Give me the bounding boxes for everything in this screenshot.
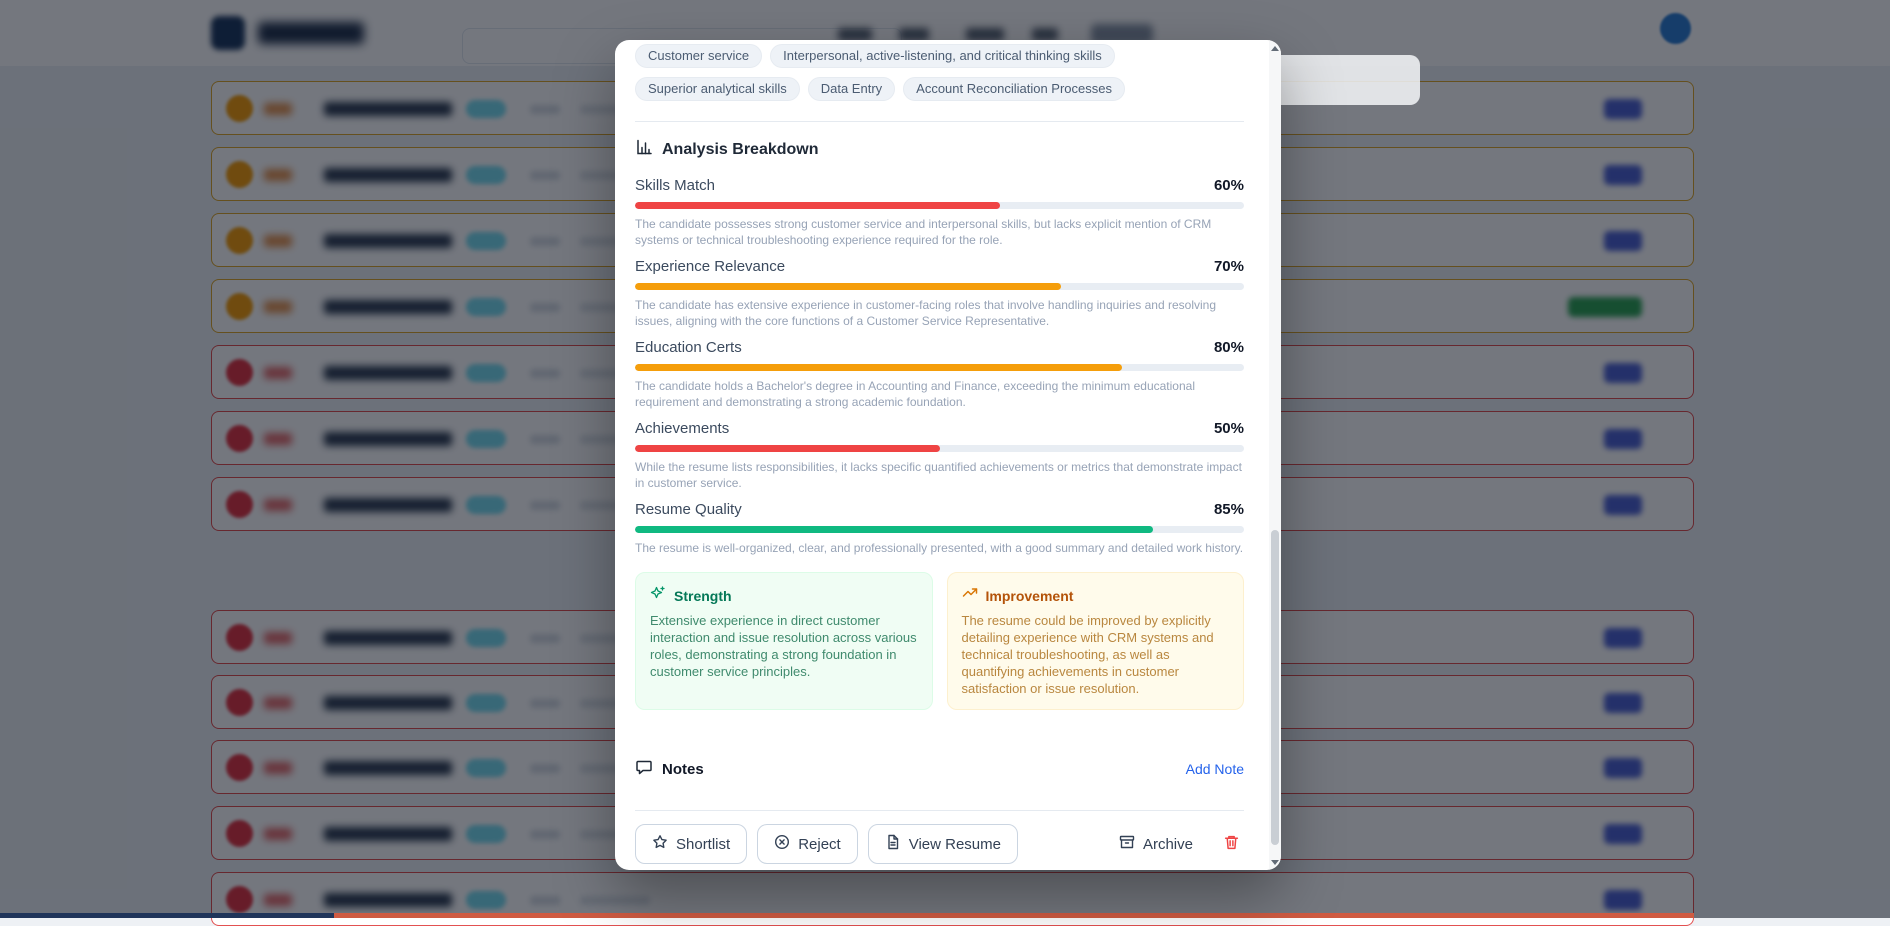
skill-tag: Superior analytical skills [635,77,800,101]
metric-label: Resume Quality [635,501,742,518]
skill-tags [635,44,1244,101]
archive-label: Archive [1143,836,1193,853]
skill-tag: Account Reconciliation Processes [903,77,1125,101]
metric-label: Achievements [635,420,729,437]
strength-text: Extensive experience in direct customer interaction and issue resolution across various roles, demonstrating a strong foundation in customer service principles. [650,612,918,680]
scrollbar-down-arrow[interactable] [1269,854,1281,870]
document-icon [885,834,901,854]
bar-chart-icon [635,138,653,161]
candidate-analysis-modal [615,40,1281,870]
divider [635,121,1244,122]
archive-button[interactable] [1113,824,1199,864]
analysis-breakdown-header [635,138,1244,161]
progress-fill [635,283,1061,290]
trending-up-icon [962,585,978,606]
divider [635,810,1244,811]
view-resume-button[interactable] [868,824,1018,864]
progress-track [635,364,1244,371]
metric-description: The resume is well-organized, clear, and professionally presented, with a good summary and detailed work history. [635,540,1244,556]
shortlist-button[interactable] [635,824,747,864]
progress-fill [635,202,1000,209]
strength-box [635,572,933,710]
metric-percent: 80% [1214,339,1244,356]
reject-label: Reject [798,836,841,853]
metrics-list [635,177,1244,556]
view-resume-label: View Resume [909,836,1001,853]
metric-description: The candidate holds a Bachelor's degree in Accounting and Finance, exceeding the minimum educational requirement and demonstrating a strong academic foundation. [635,378,1244,410]
progress-fill [635,364,1122,371]
metric-experience-relevance [635,258,1244,329]
metric-percent: 50% [1214,420,1244,437]
archive-box-icon [1119,834,1135,854]
reject-button[interactable] [757,824,858,864]
metric-education-certs [635,339,1244,410]
progress-track [635,283,1244,290]
chat-bubble-icon [635,758,653,781]
progress-track [635,202,1244,209]
bottom-row-border-fragment [334,913,1694,918]
metric-description: The candidate possesses strong customer service and interpersonal skills, but lacks explicit mention of CRM systems or technical troubleshooting experience required for the role. [635,216,1244,248]
metric-description: While the resume lists responsibilities, it lacks specific quantified achievements or metrics that demonstrate impact in customer service. [635,459,1244,491]
scrollbar-thumb[interactable] [1271,530,1279,845]
metric-percent: 60% [1214,177,1244,194]
notes-title: Notes [662,761,704,778]
sparkles-icon [650,585,666,606]
metric-label: Experience Relevance [635,258,785,275]
progress-track [635,526,1244,533]
metric-description: The candidate has extensive experience in customer-facing roles that involve handling inquiries and resolving issues, aligning with the core functions of a Customer Service Representative. [635,297,1244,329]
metric-label: Skills Match [635,177,715,194]
shortlist-label: Shortlist [676,836,730,853]
section-title: Analysis Breakdown [662,141,819,159]
circle-x-icon [774,834,790,854]
trash-icon [1223,834,1240,855]
metric-percent: 70% [1214,258,1244,275]
improvement-title: Improvement [986,588,1074,604]
metric-skills-match [635,177,1244,248]
add-note-link[interactable]: Add Note [1186,761,1244,777]
bottom-bar-fragment [0,913,334,918]
metric-label: Education Certs [635,339,742,356]
strength-title: Strength [674,588,732,604]
skill-tag: Interpersonal, active-listening, and critical thinking skills [770,44,1115,68]
skill-tag: Customer service [635,44,762,68]
modal-scrollbar[interactable] [1269,40,1281,870]
skill-tag: Data Entry [808,77,895,101]
star-icon [652,834,668,854]
progress-fill [635,445,940,452]
metric-percent: 85% [1214,501,1244,518]
metric-achievements [635,420,1244,491]
improvement-text: The resume could be improved by explicitly detailing experience with CRM systems and technical troubleshooting, as well as quantifying achievements in customer satisfaction or issue resolution. [962,612,1230,697]
improvement-box [947,572,1245,710]
notes-header [635,758,704,781]
progress-fill [635,526,1153,533]
progress-track [635,445,1244,452]
scrollbar-up-arrow[interactable] [1269,40,1281,56]
delete-button[interactable] [1219,824,1244,864]
metric-resume-quality [635,501,1244,556]
